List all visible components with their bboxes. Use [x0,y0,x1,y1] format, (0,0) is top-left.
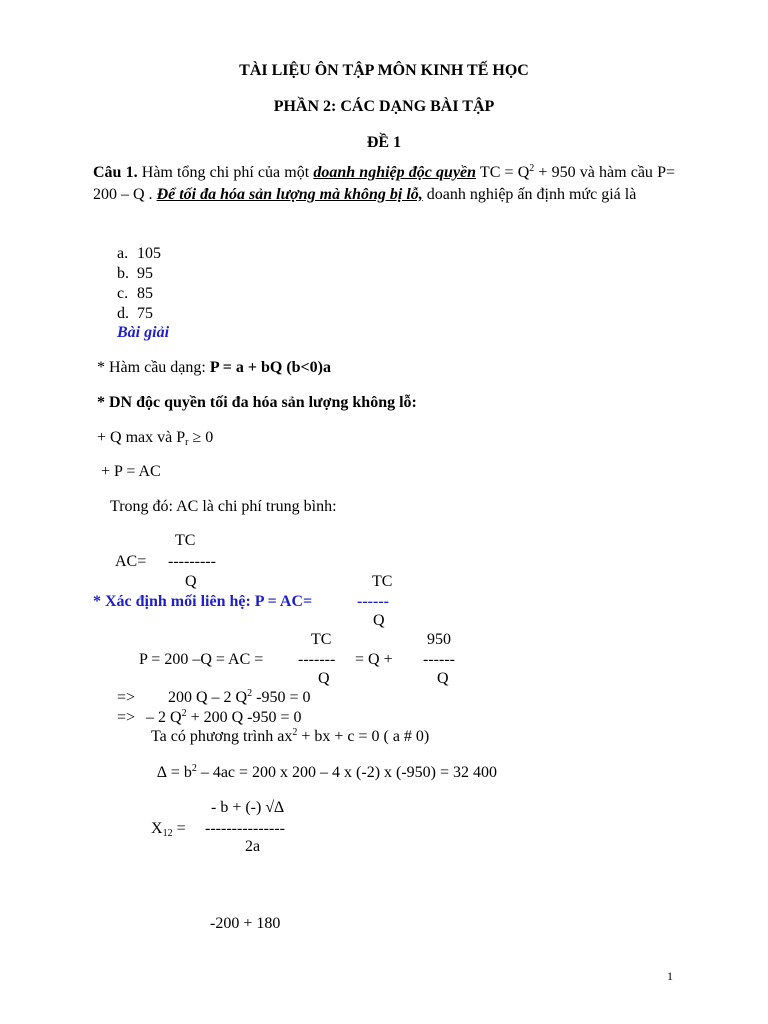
quadratic-superscript: 2 [292,727,298,738]
option-value: 95 [137,265,153,282]
relation-denominator: Q [373,612,385,629]
root-subscript: 12 [162,828,173,839]
question-emphasis-monopoly: doanh nghiệp độc quyền [313,164,477,181]
demand-formula: P = a + bQ (b<0)a [209,359,331,376]
answer-option [117,304,161,324]
root-fraction-bar: --------------- [205,820,285,837]
discriminant-tail: – 4ac = 200 x 200 – 4 x (-2) x (-950) = 32 400 [196,764,498,781]
equation-fraction-bar-2: ------ [423,651,455,668]
question-text-1: Hàm tổng chi phí của một [137,164,314,181]
answer-options [117,244,161,324]
option-value: 85 [137,285,153,302]
equation-main: P = 200 –Q = AC = [139,651,264,668]
question-text-6: doanh nghiệp ấn định mức giá là [422,186,637,203]
exam-heading: ĐỀ 1 [366,134,402,151]
question-text-4: + 950 và hàm cầu P= 200 – Q . [93,164,675,203]
quadratic-tail: + bx + c = 0 ( a # 0) [297,728,430,745]
answer-option [117,284,161,304]
root-denominator: 2a [245,838,261,855]
equation-middle: = Q + [355,651,393,668]
relation-numerator: TC [372,573,393,590]
option-letter: b. [117,265,129,282]
question-emphasis-goal: Để tối đa hóa sản lượng mà không bị lỗ, [156,186,423,203]
condition-1-subscript: r [185,437,189,448]
condition-1 [97,428,213,448]
option-value: 75 [137,305,153,322]
root-equals: = [172,820,186,837]
ac-fraction-bar: --------- [168,553,216,570]
step-2-superscript: 2 [181,708,187,719]
demand-form-line [97,358,331,378]
question-label: Câu 1. [93,164,138,181]
question-paragraph [93,162,675,206]
condition-1-tail: ≥ 0 [188,429,214,446]
answer-option [117,244,161,264]
step-2-text: – 2 Q [146,709,182,726]
option-letter: c. [117,285,129,302]
step-1-arrow: => [117,689,136,706]
question-superscript: 2 [529,163,535,174]
solution-heading: Bài giải [117,324,170,341]
step-2-tail: + 200 Q -950 = 0 [186,709,302,726]
equation-denominator-2: Q [437,670,449,687]
monopoly-rule: * DN độc quyền tối đa hóa sản lượng không lỗ: [97,394,417,411]
quadratic-text: Ta có phương trình ax [151,728,293,745]
page-number: 1 [667,969,673,983]
equation-denominator-1: Q [318,670,330,687]
condition-1-text: + Q max và P [97,429,186,446]
step-1-text: 200 Q – 2 Q [168,689,248,706]
equation-fraction-bar-1: ------- [298,651,336,668]
condition-2: + P = AC [101,463,161,480]
quadratic-form [151,727,429,747]
step-2-equation [146,708,302,728]
step-1-equation [168,688,310,708]
option-value: 105 [137,245,161,262]
relation-heading: * Xác định mối liên hệ: P = AC= [93,593,313,610]
step-1-tail: -950 = 0 [252,689,311,706]
calculation-line: -200 + 180 [210,915,281,932]
question-text-3: TC = Q [476,164,530,181]
part-heading: PHẦN 2: CÁC DẠNG BÀI TẬP [273,98,495,115]
answer-option [117,264,161,284]
ac-definition: Trong đó: AC là chi phí trung bình: [110,498,337,515]
document-title: TÀI LIỆU ÔN TẬP MÔN KINH TẾ HỌC [239,62,529,79]
root-label [151,819,186,839]
discriminant-superscript: 2 [191,763,197,774]
equation-tc-numerator: TC [311,631,332,648]
option-letter: a. [117,245,129,262]
step-2-arrow: => [117,709,136,726]
option-letter: d. [117,305,129,322]
root-numerator: - b + (-) √∆ [211,799,284,816]
step-1-superscript: 2 [247,688,253,699]
root-variable: X [151,820,163,837]
discriminant-text: ∆ = b [157,764,192,781]
ac-denominator: Q [185,573,197,590]
demand-prefix: * Hàm cầu dạng: [97,359,210,376]
equation-950-numerator: 950 [427,631,451,648]
ac-label: AC= [115,553,147,570]
relation-fraction-bar: ------ [357,593,389,610]
discriminant-line [157,763,497,783]
ac-numerator: TC [175,532,196,549]
